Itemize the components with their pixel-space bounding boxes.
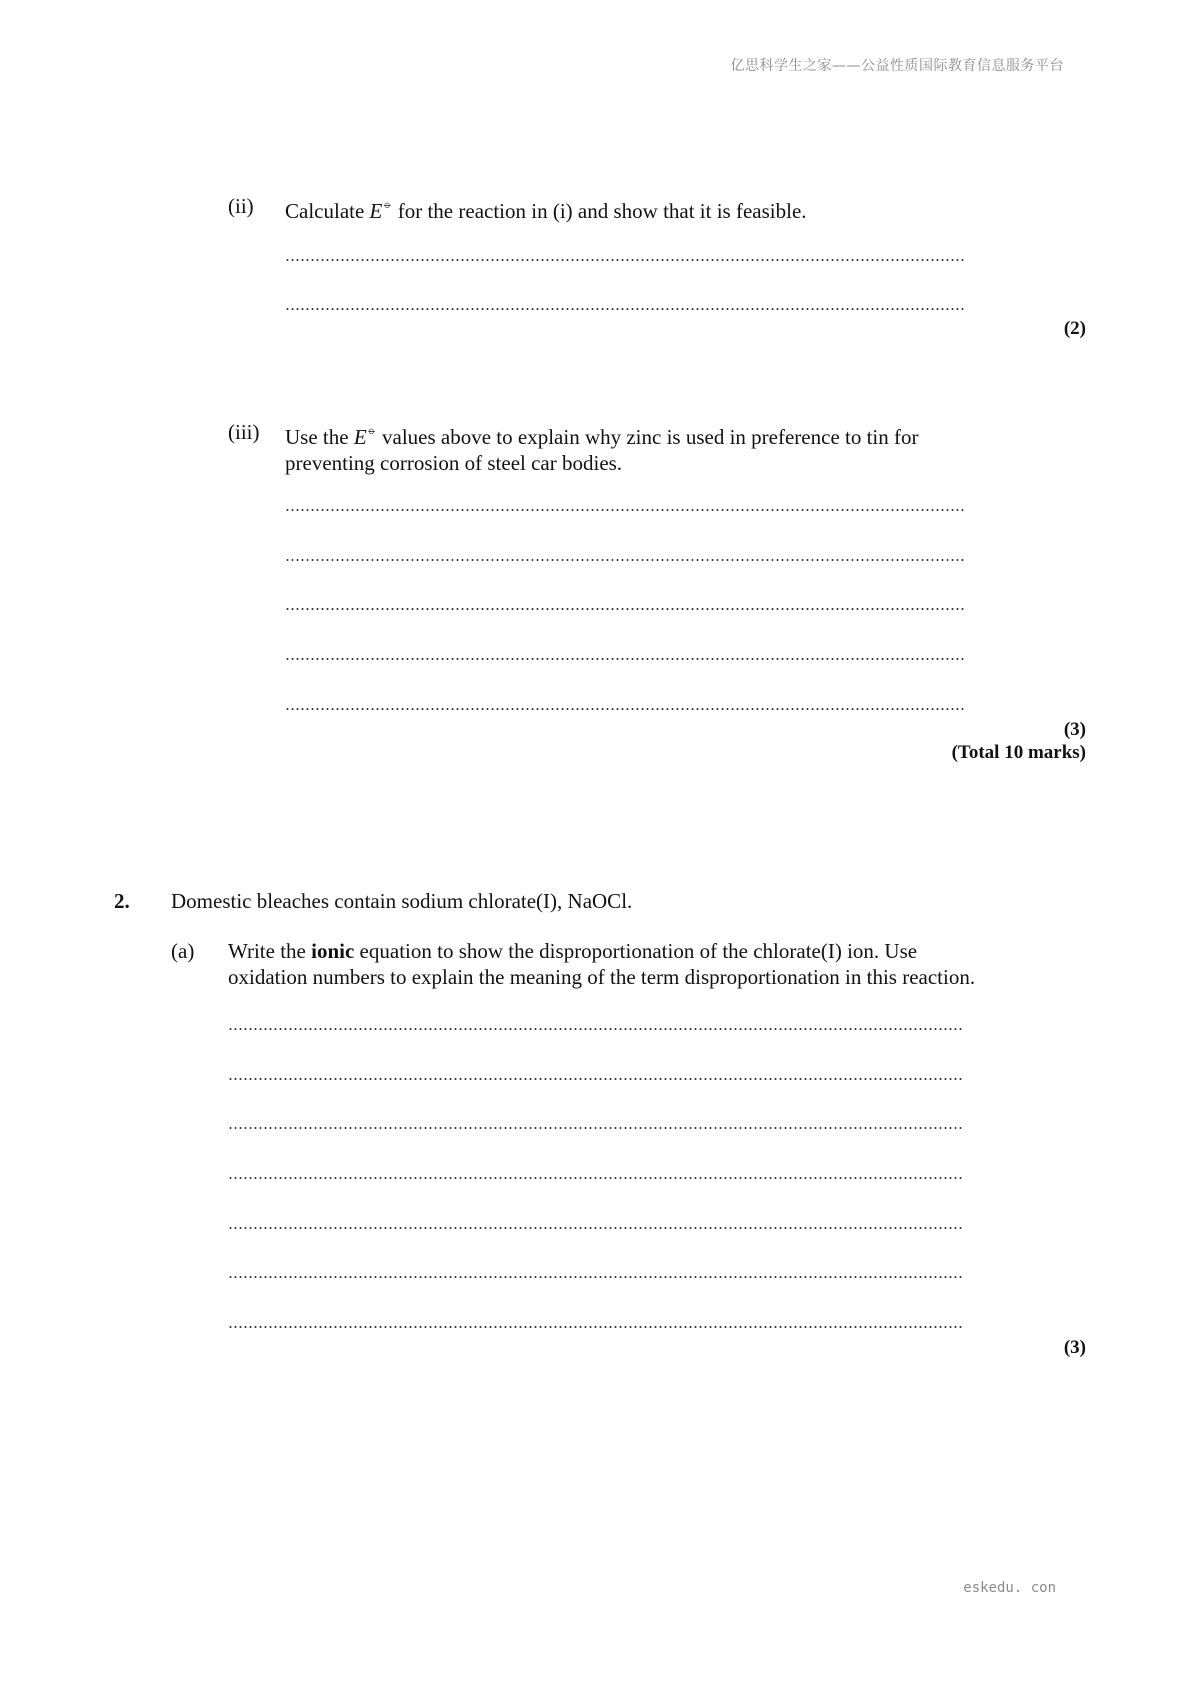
e-standard-symbol: E⦵ bbox=[369, 197, 393, 223]
answer-line[interactable] bbox=[285, 607, 965, 611]
answer-line[interactable] bbox=[228, 1077, 963, 1081]
answer-line[interactable] bbox=[285, 558, 965, 562]
part-a-keyword: ionic bbox=[311, 939, 355, 963]
part-iii-marks: (3) bbox=[1063, 719, 1086, 740]
part-a-line2: oxidation numbers to explain the meaning of the term disproportionation in this reaction. bbox=[228, 965, 976, 989]
question-stem: Domestic bleaches contain sodium chlorate(I), NaOCl. bbox=[171, 889, 633, 913]
part-ii-marks: (2) bbox=[1063, 318, 1086, 339]
answer-line[interactable] bbox=[285, 258, 965, 262]
part-iii-question bbox=[285, 419, 919, 476]
site-footer-url: eskedu. con bbox=[963, 1580, 1056, 1596]
question-number: 2. bbox=[114, 889, 130, 913]
answer-line[interactable] bbox=[228, 1027, 963, 1031]
answer-line[interactable] bbox=[228, 1275, 963, 1279]
answer-line[interactable] bbox=[285, 307, 965, 311]
theta-icon: ⦵ bbox=[382, 197, 393, 211]
part-a-label: (a) bbox=[171, 939, 195, 963]
part-iii-text-after: values above to explain why zinc is used in preference to tin for bbox=[376, 425, 919, 449]
part-iii-text-before: Use the bbox=[285, 425, 354, 449]
part-a-text-after: equation to show the disproportionation of the chlorate(I) ion. Use bbox=[354, 939, 918, 963]
e-standard-symbol: E⦵ bbox=[353, 423, 377, 449]
part-ii-text-before: Calculate bbox=[285, 199, 370, 223]
answer-line[interactable] bbox=[285, 508, 965, 512]
part-iii-label: (iii) bbox=[228, 420, 260, 444]
part-a-marks: (3) bbox=[1063, 1337, 1086, 1358]
answer-line[interactable] bbox=[228, 1325, 963, 1329]
answer-line[interactable] bbox=[228, 1126, 963, 1130]
part-a-text-before: Write the bbox=[228, 939, 312, 963]
part-a-question bbox=[228, 938, 975, 990]
total-marks: (Total 10 marks) bbox=[951, 742, 1086, 763]
theta-icon: ⦵ bbox=[366, 423, 377, 437]
part-ii-label: (ii) bbox=[228, 194, 254, 218]
answer-line[interactable] bbox=[285, 707, 965, 711]
site-header-text: 亿思科学生之家——公益性质国际教育信息服务平台 bbox=[730, 58, 1064, 74]
part-ii-question bbox=[285, 193, 807, 224]
answer-line[interactable] bbox=[228, 1226, 963, 1230]
part-ii-text-after: for the reaction in (i) and show that it is feasible. bbox=[392, 199, 807, 223]
answer-line[interactable] bbox=[228, 1176, 963, 1180]
part-iii-line2: preventing corrosion of steel car bodies. bbox=[285, 451, 623, 475]
answer-line[interactable] bbox=[285, 657, 965, 661]
